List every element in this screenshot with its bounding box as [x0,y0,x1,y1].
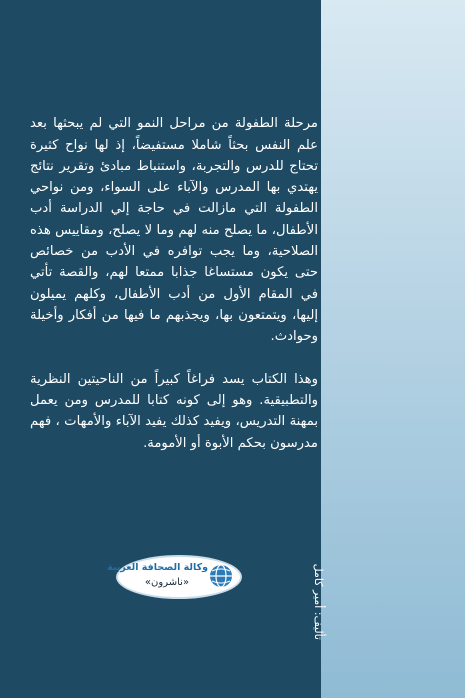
back-cover-text [30,92,318,454]
paragraph-2: وهذا الكتاب يسد فراغاً كبيراً من الناحيتين النظرية والتطبيقية. وهو إلى كونه كتابا للمدرس ومن يعمل بمهنة التدريس، ويفيد كذلك يفيد الآباء والأمهات ، فهم مدرسون بحكم الأبوة أو الأمومة. [30,371,318,451]
paragraph-1: مرحلة الطفولة من مراحل النمو التي لم يبحثها بعد علم النفس بحثاً شاملا مستفيضاً، إذ لها نواح كثيرة تحتاج للدرس والتجربة، واستنباط مبادئ وتقرير نتائج يهتدي بها المدرس والآباء على السواء، ومن نواحي الطفولة التي مازالت في حاجة إلي الدراسة أدب الأطفال، ما يصلح منه لهم وما لا يصلح، ومقاييس هذه الصلاحية، وما يجب توافره في الأدب من خصائص حتى يكون مستساغا جذابا ممتعا لهم، والقصة تأتي في المقام الأول من أدب الأطفال، وكلهم يميلون إليها، ويتمتعون بها، ويجذبهم ما فيها من أفكار وأخيلة وحوادث. [30,116,318,345]
publisher-logo [107,557,240,597]
right-color-strip [321,0,465,698]
globe-icon [208,563,234,589]
author-spine-text: تأليف: أمير كامل [312,563,325,640]
publisher-name: وكالة الصحافة العربية [107,562,208,573]
publisher-label: «ناشرون» [144,577,190,588]
